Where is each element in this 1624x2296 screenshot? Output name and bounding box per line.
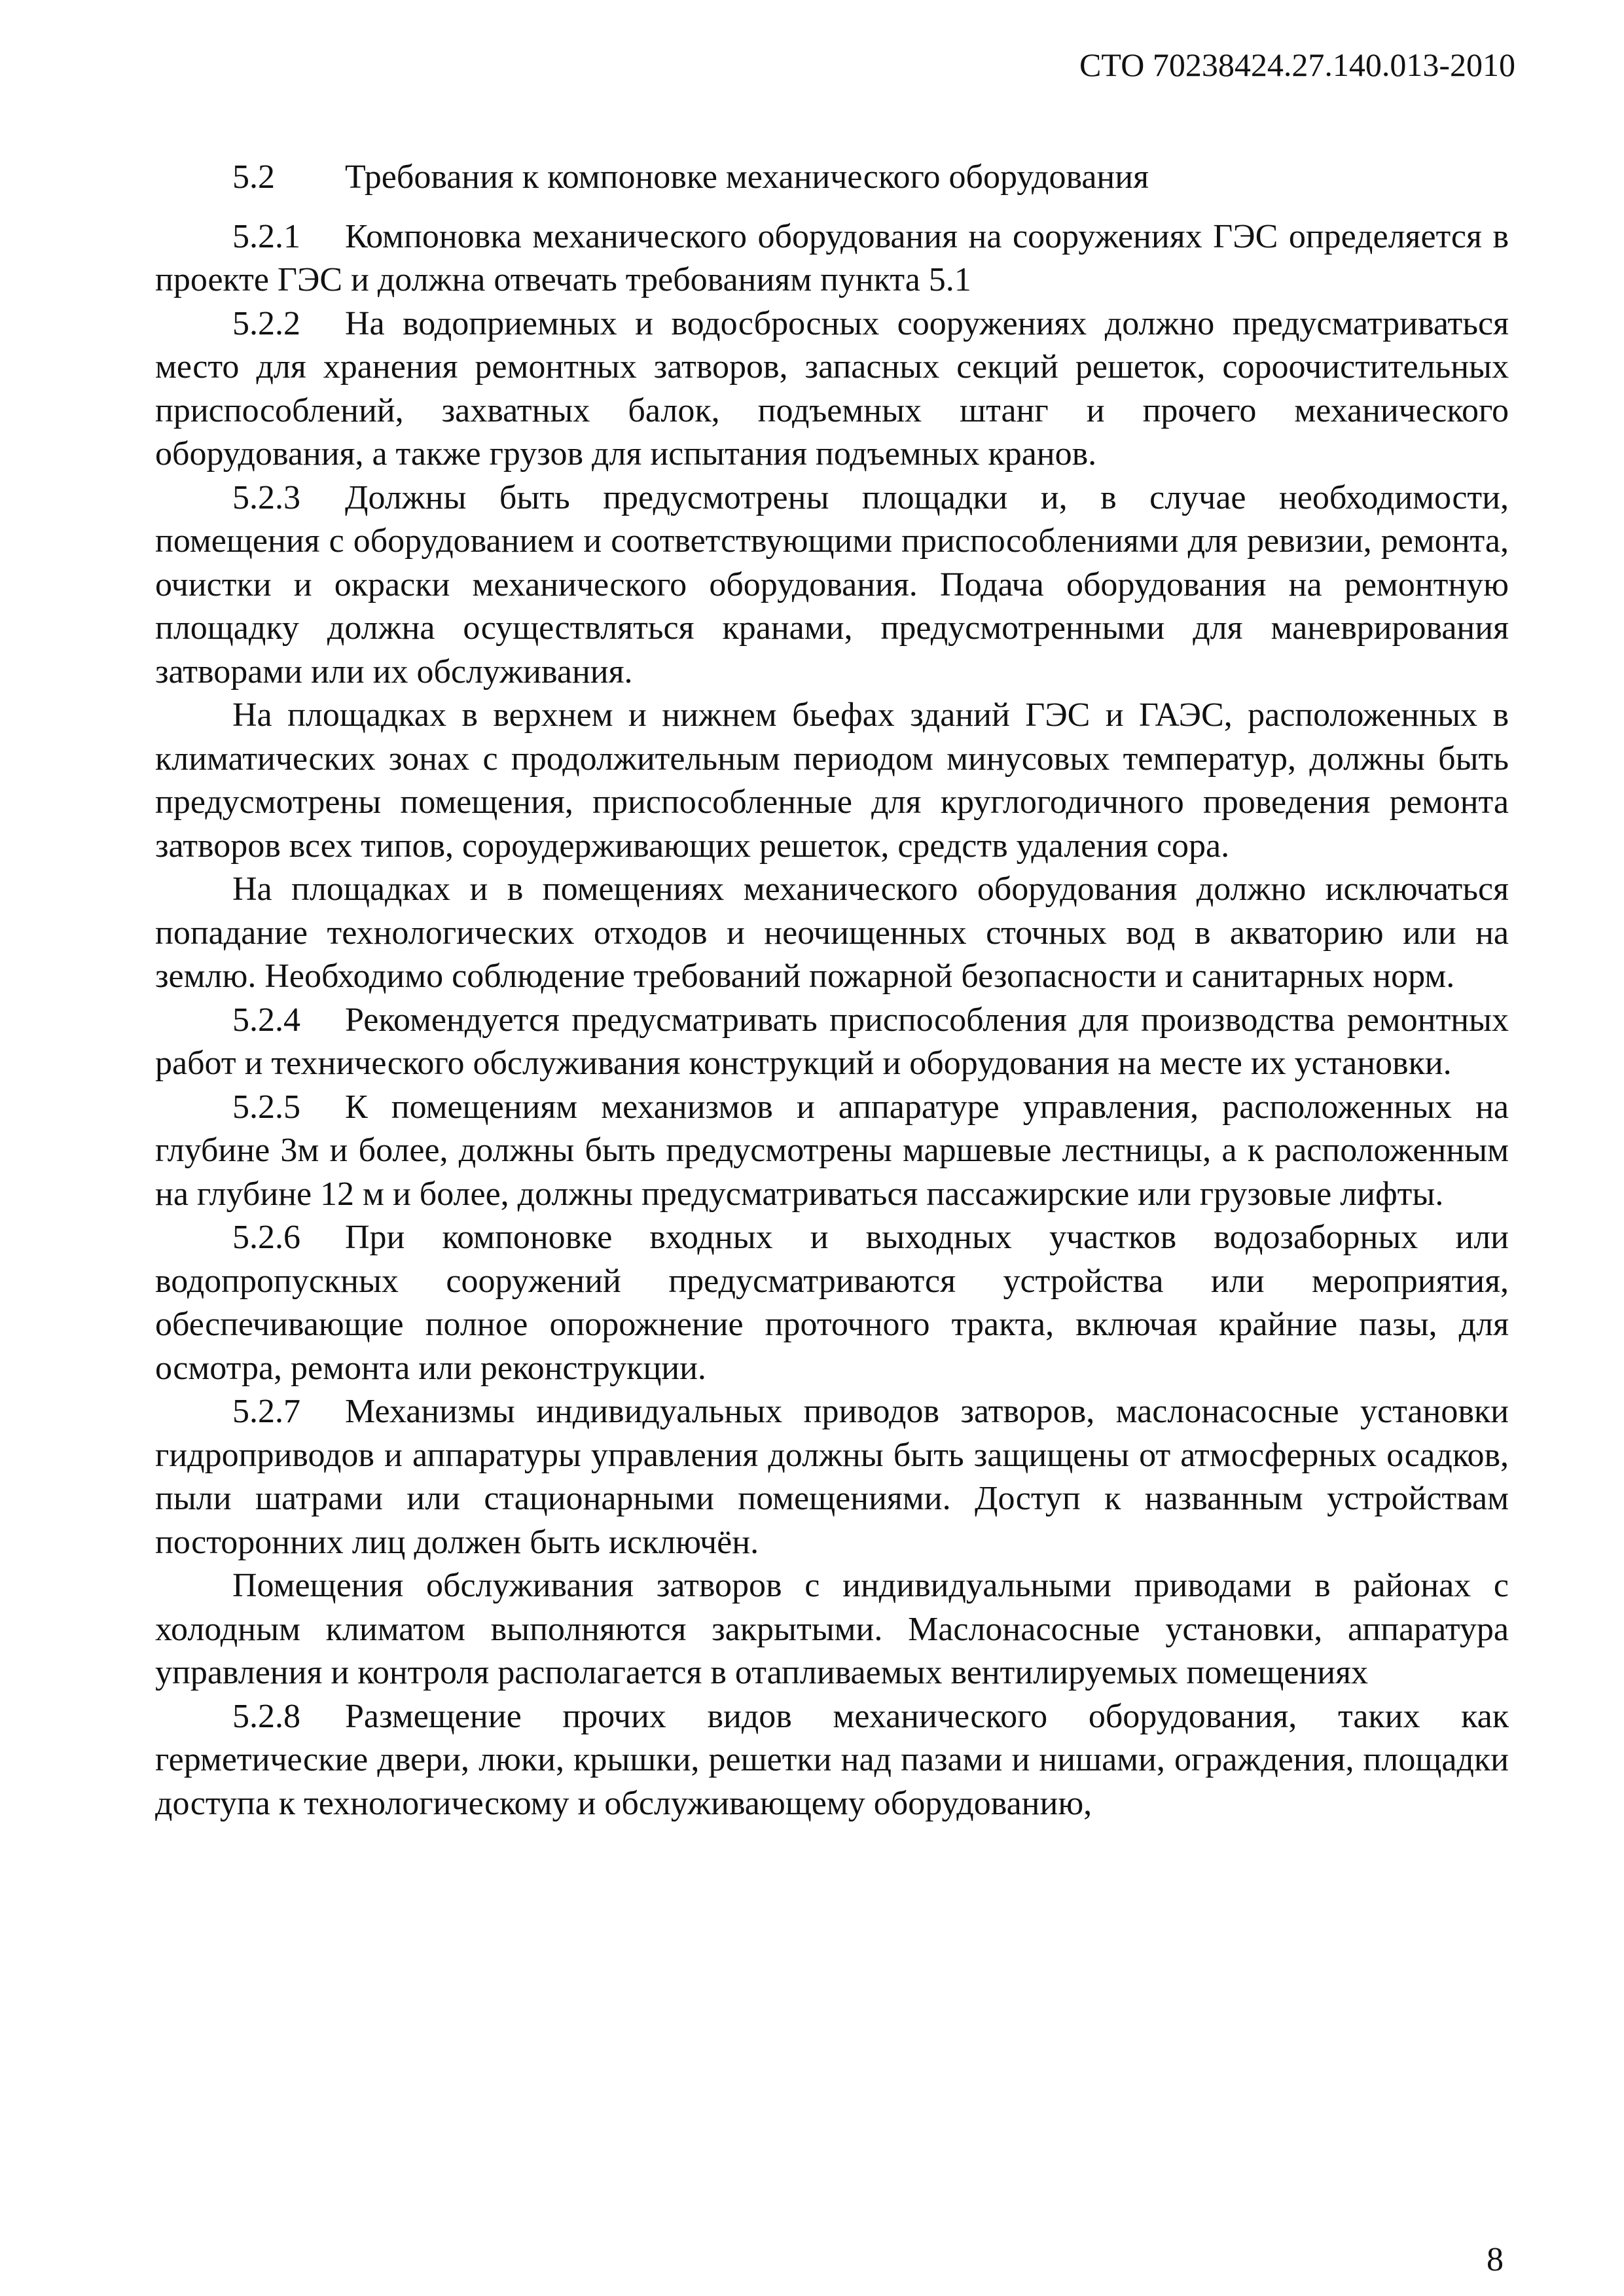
paragraph-text: Механизмы индивидуальных приводов затворов, маслонасосные установки гидроприводов и аппаратуры управления должны быть защищены от атмосферных осадков, пыли шатрами или стационарными помещениями. Доступ к названным устройствам посторонних лиц должен быть исключён. (155, 1393, 1509, 1561)
paragraph-5-2-4 (155, 999, 1509, 1086)
paragraph-number: 5.2.6 (232, 1219, 300, 1256)
paragraph-text: Рекомендуется предусматривать приспособления для производства ремонтных работ и технического обслуживания конструкций и оборудования на месте их установки. (155, 1001, 1509, 1082)
paragraph-5-2-1 (155, 215, 1509, 302)
paragraph-5-2-5 (155, 1086, 1509, 1217)
paragraph-text: На площадках и в помещениях механического оборудования должно исключаться попадание технологических отходов и неочищенных сточных вод в акваторию или на землю. Необходимо соблюдение требований пожарной безопасности и санитарных норм. (155, 870, 1509, 995)
section-heading (155, 156, 1509, 200)
paragraph-text: При компоновке входных и выходных участков водозаборных или водопропускных сооружений предусматриваются устройства или мероприятия, обеспечивающие полное опорожнение проточного тракта, включая крайние пазы, для осмотра, ремонта или реконструкции. (155, 1219, 1509, 1387)
paragraph-text: На площадках в верхнем и нижнем бьефах зданий ГЭС и ГАЭС, расположенных в климатических зонах с продолжительным периодом минусовых температур, должны быть предусмотрены помещения, приспособленные для круглогодичного проведения ремонта затворов всех типов, сороудерживающих решеток, средств удаления сора. (155, 696, 1509, 865)
paragraph-number: 5.2.7 (232, 1393, 300, 1430)
document-body (155, 156, 1509, 1825)
section-number: 5.2 (232, 158, 275, 196)
paragraph-number: 5.2.2 (232, 304, 300, 342)
paragraph-text: К помещениям механизмов и аппаратуре управления, расположенных на глубине 3м и более, должны быть предусмотрены маршевые лестницы, а к расположенным на глубине 12 м и более, должны предусматриваться пассажирские или грузовые лифты. (155, 1088, 1509, 1213)
paragraph-number: 5.2.3 (232, 478, 300, 516)
paragraph-number: 5.2.5 (232, 1088, 300, 1126)
paragraph-5-2-3-cont-1 (155, 694, 1509, 868)
document-code-header: СТО 70238424.27.140.013-2010 (1079, 46, 1515, 83)
section-title: Требования к компоновке механического оборудования (345, 158, 1149, 196)
paragraph-text: На водоприемных и водосбросных сооружениях должно предусматриваться место для хранения ремонтных затворов, запасных секций решеток, сороочистительных приспособлений, захватных балок, подъемных штанг и прочего механического оборудования, а также грузов для испытания подъемных кранов. (155, 304, 1509, 473)
paragraph-5-2-8 (155, 1695, 1509, 1826)
paragraph-5-2-7-cont (155, 1564, 1509, 1695)
paragraph-number: 5.2.8 (232, 1697, 300, 1735)
paragraph-5-2-6 (155, 1216, 1509, 1390)
paragraph-text: Размещение прочих видов механического оборудования, таких как герметические двери, люки, крышки, решетки над пазами и нишами, ограждения, площадки доступа к технологическому и обслуживающему оборудованию, (155, 1697, 1509, 1822)
paragraph-5-2-3 (155, 476, 1509, 694)
page-number: 8 (1487, 2241, 1504, 2278)
paragraph-5-2-7 (155, 1390, 1509, 1564)
paragraph-number: 5.2.4 (232, 1001, 300, 1039)
paragraph-5-2-2 (155, 302, 1509, 476)
paragraph-5-2-3-cont-2 (155, 868, 1509, 999)
paragraph-text: Компоновка механического оборудования на сооружениях ГЭС определяется в проекте ГЭС и должна отвечать требованиям пункта 5.1 (155, 217, 1509, 298)
paragraph-text: Должны быть предусмотрены площадки и, в случае необходимости, помещения с оборудованием и соответствующими приспособлениями для ревизии, ремонта, очистки и окраски механического оборудования. Подача оборудования на ремонтную площадку должна осуществляться кранами, предусмотренными для маневрирования затворами или их обслуживания. (155, 478, 1509, 691)
paragraph-number: 5.2.1 (232, 217, 300, 255)
paragraph-text: Помещения обслуживания затворов с индивидуальными приводами в районах с холодным климатом выполняются закрытыми. Маслонасосные установки, аппаратура управления и контроля располагается в отапливаемых вентилируемых помещениях (155, 1567, 1509, 1691)
